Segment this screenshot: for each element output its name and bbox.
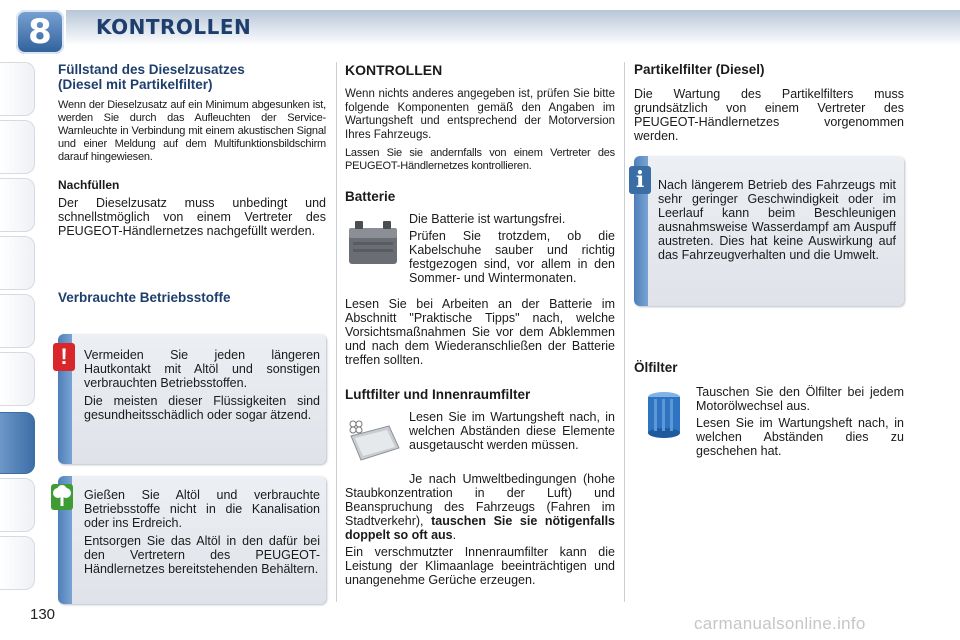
filter-text: Je nach Umweltbedingungen (hohe Staubkonzentration in der Luft) und Beanspruchung des Fahrzeugs (Fahren im Stadtverkehr), tauschen Sie sie nötigenfalls doppelt so oft aus. [345,472,616,542]
air-filter-heading: Luftfilter und Innenraumfilter [345,387,531,402]
section-heading-diesel-additive: Füllstand des Dieselzusatzes (Diesel mit Partikelfilter) [58,62,245,92]
right-column [634,62,904,143]
warning-note [58,334,326,464]
additive-intro-text: Wenn der Dieselzusatz auf ein Minimum abgesunken ist, werden Sie durch das Aufleuchten der Service-Warnleuchte in Verbindung mit einem akustischen Signal und einer Meldung auf dem Multifunktionsbildschirm darauf hingewiesen. [58,99,326,163]
chapter-tab[interactable] [0,352,35,406]
chapter-tab[interactable] [0,236,35,290]
particle-filter-heading: Partikelfilter (Diesel) [634,62,765,77]
column-divider [624,62,625,602]
refill-text: Der Dieselzusatz muss unbedingt und schnellstmöglich von einem Vertreter des PEUGEOT-Händlernetzes nachgefüllt werden. [58,196,326,238]
environment-text: Gießen Sie Altöl und verbrauchte Betriebsstoffe nicht in die Kanalisation oder ins Erdreich. [84,488,320,530]
particle-filter-text: Die Wartung des Partikelfilters muss grundsätzlich von einem Vertreter des PEUGEOT-Händlernetzes vorgenommen werden. [634,87,904,143]
chapter-tab[interactable] [0,178,35,232]
warning-text: Vermeiden Sie jeden längeren Hautkontakt mit Altöl und sonstigen verbrauchten Betriebsstoffen. [84,348,320,390]
info-icon: i [629,166,651,194]
kontrollen-intro-2: Lassen Sie sie andernfalls von einem Vertreter des PEUGEOT-Händlernetzes kontrollieren. [345,147,615,172]
chapter-tab-active[interactable] [0,412,35,474]
info-text: Nach längerem Betrieb des Fahrzeugs mit sehr geringer Geschwindigkeit oder im Leerlauf kann beim Beschleunigen ausnahmsweise Wasserdampf am Auspuff austreten. Dies hat keine Auswirkung auf das Fahrzeugverhalten und die Umwelt. [658,178,896,262]
used-fluids-heading: Verbrauchte Betriebsstoffe [58,290,231,305]
warning-text: Die meisten dieser Flüssigkeiten sind gesundheitsschädlich oder sogar ätzend. [84,394,320,422]
filter-text: Ein verschmutzter Innenraumfilter kann die Leistung der Klimaanlage beeinträchtigen und unangenehme Gerüche erzeugen. [345,545,615,587]
info-note [634,156,904,306]
battery-image [345,216,401,268]
oil-filter-section [634,360,904,465]
battery-text: Die Batterie ist wartungsfrei. [409,212,566,226]
left-column [58,62,326,305]
refill-heading: Nachfüllen [58,178,120,192]
filter-text: Lesen Sie im Wartungsheft nach, in welchen Abständen diese Elemente ausgetauscht werden müssen. [409,410,615,452]
page-title: KONTROLLEN [96,15,252,39]
chapter-tab[interactable] [0,120,35,174]
watermark: carmanualsonline.info [694,614,866,633]
chapter-number-badge: 8 [16,10,64,54]
chapter-tab-strip [0,40,40,600]
chapter-tab[interactable] [0,294,35,348]
battery-heading: Batterie [345,189,396,204]
tree-icon-graphic [51,484,73,510]
oil-filter-image [642,389,686,441]
warning-icon: ! [53,343,75,371]
section-heading-kontrollen: KONTROLLEN [345,62,443,78]
page-number: 130 [30,606,56,623]
column-divider [336,62,337,602]
oil-filter-text: Tauschen Sie den Ölfilter bei jedem Motorölwechsel aus. [696,385,904,413]
environment-text: Entsorgen Sie das Altöl in den dafür bei den Vertretern des PEUGEOT-Händlernetzes bereitstehenden Behältern. [84,534,320,576]
tree-icon [51,484,73,510]
middle-column [345,62,615,587]
battery-text: Prüfen Sie trotzdem, ob die Kabelschuhe sauber und richtig festgezogen sind, vor allem in den Sommer- und Wintermonaten. [409,229,615,285]
kontrollen-intro: Wenn nichts anderes angegeben ist, prüfen Sie bitte folgende Komponenten gemäß den Angaben im Wartungsheft und entsprechend der Motorversion Ihres Fahrzeugs. [345,88,615,141]
oil-filter-heading: Ölfilter [634,360,678,375]
chapter-tab[interactable] [0,536,35,590]
oil-filter-text: Lesen Sie im Wartungsheft nach, in welchen Abständen dies zu geschehen hat. [696,416,904,458]
air-filter-image [345,416,403,466]
chapter-tab[interactable] [0,478,35,532]
chapter-tab[interactable] [0,62,35,116]
environment-note [58,476,326,604]
battery-text: Lesen Sie bei Arbeiten an der Batterie im Abschnitt "Praktische Tipps" nach, welche Vorsichtsmaßnahmen Sie vor dem Abklemmen und nach dem Wiederanschließen der Batterie treffen sollten. [345,297,615,367]
